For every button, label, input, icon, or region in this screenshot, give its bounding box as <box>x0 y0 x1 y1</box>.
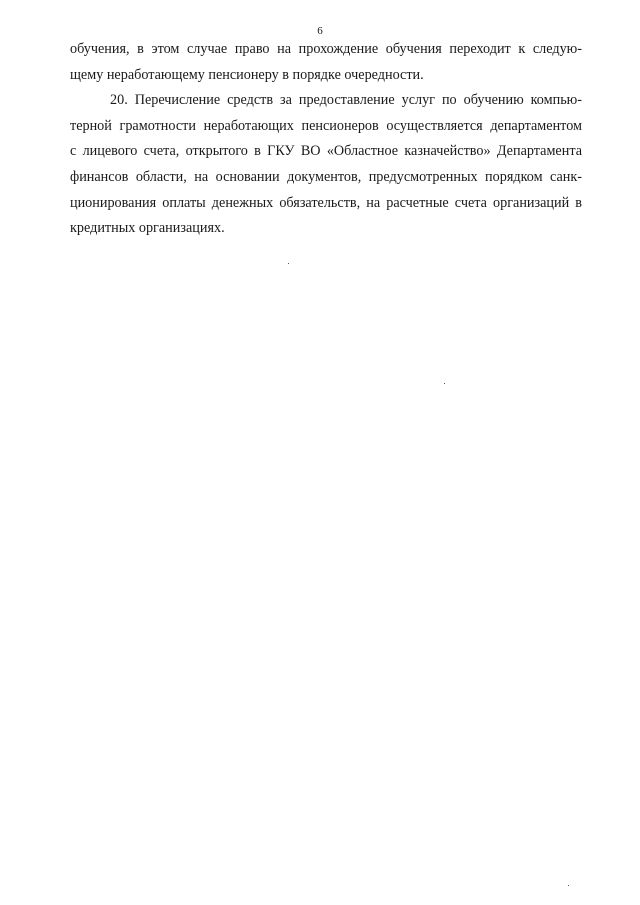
scan-speck <box>444 383 445 384</box>
text-line: финансов области, на основании документов, предусмотренных порядком санк- <box>70 168 582 185</box>
text-line: обучения, в этом случае право на прохождение обучения переходит к следую- <box>70 41 582 57</box>
text-line: ционирования оплаты денежных обязательств, на расчетные счета организаций в <box>70 194 582 211</box>
text-line: щему неработающему пенсионеру в порядке очередности. <box>70 66 424 83</box>
text-line: терной грамотности неработающих пенсионеров осуществляется департаментом <box>70 117 582 134</box>
paragraph-20-first-line: 20. Перечисление средств за предоставление услуг по обучению компью- <box>110 92 582 109</box>
scan-speck <box>288 263 289 264</box>
text-line: с лицевого счета, открытого в ГКУ ВО «Областное казначейство» Департамента <box>70 143 582 160</box>
scan-speck <box>568 885 569 886</box>
text-line: кредитных организациях. <box>70 220 225 237</box>
page-number: 6 <box>317 25 323 37</box>
document-body <box>70 37 582 242</box>
